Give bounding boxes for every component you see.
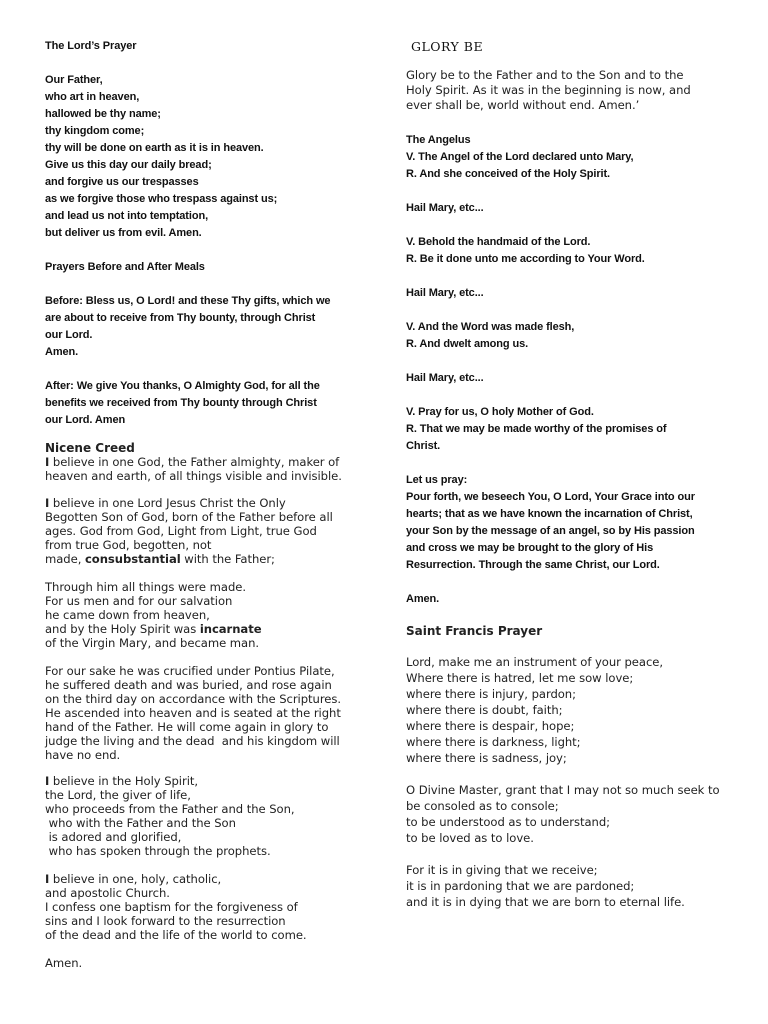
st-francis-title: Saint Francis Prayer — [406, 624, 543, 638]
creed-line: of the dead and the life of the world to come. — [45, 928, 307, 942]
creed-line: judge the living and the dead and his kingdom will — [45, 734, 340, 748]
creed-line: I confess one baptism for the forgiveness of — [45, 900, 298, 914]
consubstantial-word: consubstantial — [84, 552, 181, 566]
creed-line: heaven and earth, of all things visible and invisible. — [45, 469, 342, 483]
prayer-line: as we forgive those who trespass against us; — [45, 193, 278, 205]
drop-initial: I — [45, 496, 50, 510]
angelus-line: your Son by the message of an angel, so by His passion — [406, 525, 695, 537]
before-text: Bless us, O Lord! and these Thy gifts, which we — [82, 295, 331, 307]
angelus-line: V. Pray for us, O holy Mother of God. — [406, 406, 594, 418]
creed-line: the Lord, the giver of life, — [45, 788, 191, 802]
angelus-title: The Angelus — [406, 134, 471, 146]
creed-line: and apostolic Church. — [45, 886, 170, 900]
creed-line: from true God, begotten, not — [45, 538, 212, 552]
francis-line: where there is injury, pardon; — [406, 687, 576, 701]
angelus-line: R. And dwelt among us. — [406, 338, 529, 350]
prayer-line: thy kingdom come; — [45, 125, 145, 137]
creed-line: have no end. — [45, 748, 121, 762]
francis-line: Where there is hatred, let me sow love; — [406, 671, 634, 685]
creed-text: and by the Holy Spirit was — [45, 622, 200, 636]
francis-line: to be understood as to understand; — [406, 815, 610, 829]
francis-line: O Divine Master, grant that I may not so much seek to — [406, 783, 720, 797]
creed-line: who with the Father and the Son — [45, 816, 236, 830]
meals-after-line: benefits we received from Thy bounty through Christ — [45, 397, 317, 409]
incarnate-word: incarnate — [199, 622, 262, 636]
creed-line — [45, 874, 221, 886]
creed-text: believe in one God, the Father almighty, maker of — [49, 455, 340, 469]
angelus-line: Hail Mary, etc... — [406, 287, 484, 299]
glory-line: Glory be to the Father and to the Son and to the — [406, 68, 684, 82]
creed-amen: Amen. — [45, 956, 83, 970]
angelus-amen: Amen. — [406, 593, 440, 605]
creed-text: believe in one, holy, catholic, — [49, 872, 222, 886]
prayer-line: and lead us not into temptation, — [45, 210, 209, 222]
francis-line: where there is darkness, light; — [406, 735, 581, 749]
creed-line — [45, 554, 275, 566]
meals-before-line: are about to receive from Thy bounty, through Christ — [45, 312, 316, 324]
creed-line: is adored and glorified, — [45, 830, 182, 844]
prayer-line: thy will be done on earth as it is in heaven. — [45, 142, 264, 154]
nicene-title: Nicene Creed — [45, 441, 135, 455]
meals-before-line: our Lord. — [45, 329, 93, 341]
angelus-line: V. And the Word was made flesh, — [406, 321, 575, 333]
creed-line: For our sake he was crucified under Pontius Pilate, — [45, 664, 335, 678]
meals-title: Prayers Before and After Meals — [45, 261, 205, 273]
meals-after-line — [45, 381, 320, 392]
angelus-line: V. The Angel of the Lord declared unto Mary, — [406, 151, 634, 163]
creed-line: who has spoken through the prophets. — [45, 844, 271, 858]
creed-line: Begotten Son of God, born of the Father before all — [45, 510, 333, 524]
creed-line: sins and I look forward to the resurrection — [45, 914, 286, 928]
angelus-line: R. And she conceived of the Holy Spirit. — [406, 168, 611, 180]
creed-line: ages. God from God, Light from Light, true God — [45, 524, 317, 538]
creed-line — [45, 624, 262, 636]
creed-line: he came down from heaven, — [45, 608, 210, 622]
prayer-line: but deliver us from evil. Amen. — [45, 227, 202, 239]
angelus-line: hearts; that as we have known the incarnation of Christ, — [406, 508, 693, 520]
creed-line: He ascended into heaven and is seated at the right — [45, 706, 341, 720]
francis-line: and it is in dying that we are born to eternal life. — [406, 895, 685, 909]
angelus-line: V. Behold the handmaid of the Lord. — [406, 236, 591, 248]
creed-text: with the Father; — [180, 552, 275, 566]
creed-line: on the third day on accordance with the Scriptures. — [45, 692, 342, 706]
francis-line: Lord, make me an instrument of your peace, — [406, 655, 663, 669]
francis-line: where there is doubt, faith; — [406, 703, 563, 717]
creed-text: believe in one Lord Jesus Christ the Only — [49, 496, 286, 510]
creed-line: of the Virgin Mary, and became man. — [45, 636, 260, 650]
angelus-line: Resurrection. Through the same Christ, our Lord. — [406, 559, 660, 571]
after-label: After: — [45, 380, 74, 392]
meals-before-line — [45, 296, 330, 307]
glory-line: Holy Spirit. As it was in the beginning is now, and — [406, 83, 691, 97]
prayer-line: hallowed be thy name; — [45, 108, 161, 120]
drop-initial: I — [45, 455, 50, 469]
creed-line: hand of the Father. He will come again in glory to — [45, 720, 329, 734]
francis-line: to be loved as to love. — [406, 831, 534, 845]
creed-line: Through him all things were made. — [45, 580, 246, 594]
before-label: Before: — [45, 295, 83, 307]
creed-line — [45, 776, 198, 788]
creed-text: believe in the Holy Spirit, — [49, 774, 199, 788]
angelus-line: Pour forth, we beseech You, O Lord, Your Grace into our — [406, 491, 695, 503]
angelus-line: Let us pray: — [406, 474, 468, 486]
creed-line: For us men and for our salvation — [45, 594, 233, 608]
glory-be-title: GLORY BE — [411, 39, 484, 54]
prayer-line: Give us this day our daily bread; — [45, 159, 212, 171]
after-text: We give You thanks, O Almighty God, for all the — [73, 380, 320, 392]
francis-line: For it is in giving that we receive; — [406, 863, 598, 877]
meals-after-line: our Lord. Amen — [45, 414, 126, 426]
drop-initial: I — [45, 774, 50, 788]
lords-prayer-title: The Lord’s Prayer — [45, 40, 137, 52]
angelus-line: and cross we may be brought to the glory of His — [406, 542, 654, 554]
francis-line: be consoled as to console; — [406, 799, 559, 813]
creed-line — [45, 457, 339, 469]
francis-line: it is in pardoning that we are pardoned; — [406, 879, 635, 893]
angelus-line: Hail Mary, etc... — [406, 202, 484, 214]
francis-line: where there is despair, hope; — [406, 719, 575, 733]
meals-before-line: Amen. — [45, 346, 79, 358]
creed-line — [45, 498, 286, 510]
francis-line: where there is sadness, joy; — [406, 751, 567, 765]
angelus-line: Hail Mary, etc... — [406, 372, 484, 384]
angelus-line: R. That we may be made worthy of the promises of — [406, 423, 667, 435]
prayer-line: who art in heaven, — [45, 91, 140, 103]
drop-initial: I — [45, 872, 50, 886]
angelus-line: Christ. — [406, 440, 441, 452]
prayer-line: and forgive us our trespasses — [45, 176, 199, 188]
creed-text: made, — [45, 552, 85, 566]
creed-line: who proceeds from the Father and the Son, — [45, 802, 295, 816]
prayer-line: Our Father, — [45, 74, 103, 86]
glory-line: ever shall be, world without end. Amen.’ — [406, 98, 640, 112]
creed-line: he suffered death and was buried, and rose again — [45, 678, 332, 692]
angelus-line: R. Be it done unto me according to Your Word. — [406, 253, 645, 265]
